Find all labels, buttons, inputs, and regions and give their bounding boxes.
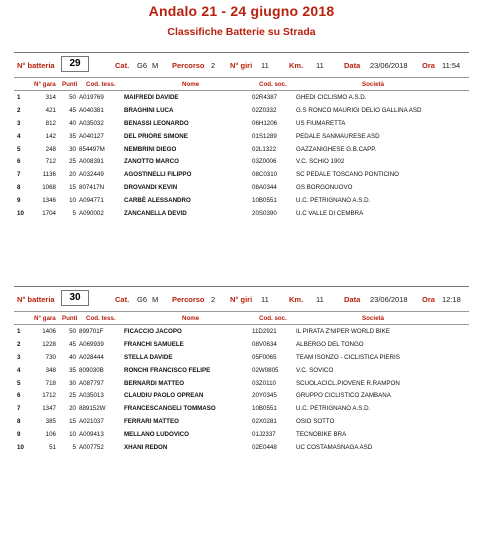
row-position: 7 (17, 171, 21, 179)
row-team-name: G.S RONCO MAURIGI DELIO GALLINA ASD (296, 106, 422, 114)
col-gara: N° gara (34, 315, 56, 322)
row-position: 1 (17, 94, 21, 101)
row-points: 35 (69, 132, 76, 140)
table-row (14, 415, 469, 428)
col-nome: Nome (182, 81, 200, 88)
col-punti: Punti (62, 81, 78, 88)
row-rider-name: FERRARI MATTEO (124, 418, 179, 426)
table-row (14, 351, 469, 364)
row-team-code: 08C0310 (252, 171, 278, 179)
giri-label: N° giri (230, 295, 253, 304)
col-cod-tess: Cod. tess. (86, 81, 116, 88)
row-rider-name: DEL PRIORE SIMONE (124, 132, 188, 140)
row-team-name: OSIO SOTTO (296, 418, 335, 426)
row-team-name: GAZZANIGHESE G.B.CAPP. (296, 145, 377, 153)
row-license-code: A019769 (79, 94, 104, 101)
row-license-code: A040381 (79, 106, 104, 114)
percorso-value: 2 (211, 295, 216, 304)
row-team-code: 01J2337 (252, 431, 276, 439)
data-label: Data (344, 295, 361, 304)
col-societa: Società (362, 81, 385, 88)
row-race-number: 1068 (42, 184, 56, 192)
row-race-number: 314 (45, 94, 56, 101)
row-license-code: A008391 (79, 158, 104, 166)
row-license-code: A021037 (79, 418, 104, 426)
row-rider-name: STELLA DAVIDE (124, 353, 173, 361)
row-points: 25 (69, 392, 76, 400)
row-points: 15 (69, 184, 76, 192)
row-race-number: 248 (45, 145, 56, 153)
row-team-code: 06H1206 (252, 119, 278, 127)
row-points: 5 (72, 210, 76, 218)
row-rider-name: FRANCHI SAMUELE (124, 340, 184, 348)
row-team-code: 20Y0345 (252, 392, 277, 400)
batteria-label: N° batteria (17, 295, 55, 304)
table-row (14, 402, 469, 415)
row-position: 2 (17, 340, 21, 348)
row-rider-name: RONCHI FRANCISCO FELIPE (124, 366, 211, 374)
row-points: 15 (69, 418, 76, 426)
km-value: 11 (316, 295, 324, 304)
row-team-code: 02W0805 (252, 366, 279, 374)
col-cod-tess: Cod. tess. (86, 315, 116, 322)
row-rider-name: BRAGHINI LUCA (124, 106, 174, 114)
giri-value: 11 (261, 61, 269, 70)
row-team-code: 02Z0332 (252, 106, 277, 114)
table-row (14, 130, 469, 143)
table-row (14, 117, 469, 130)
row-team-name: U.C. PETRIGNANO A.S.D. (296, 197, 371, 205)
row-race-number: 812 (45, 119, 56, 127)
row-race-number: 1406 (42, 328, 56, 335)
row-position: 9 (17, 431, 21, 439)
col-gara: N° gara (34, 81, 56, 88)
row-team-name: ALBERGO DEL TONGO (296, 340, 364, 348)
row-rider-name: BENASSI LEONARDO (124, 119, 189, 127)
row-position: 4 (17, 132, 21, 140)
row-license-code: 854497M (79, 145, 105, 153)
row-team-name: US FIUMARETTA (296, 119, 346, 127)
data-value: 23/06/2018 (370, 61, 408, 70)
batteria-info-bar (14, 287, 469, 311)
column-header-row (14, 77, 469, 91)
table-row (14, 194, 469, 207)
row-team-code: 05F0065 (252, 353, 277, 361)
row-points: 45 (69, 106, 76, 114)
row-license-code: 889152W (79, 405, 106, 413)
batteria-info-bar (14, 53, 469, 77)
batteria-block-29 (14, 52, 469, 220)
row-position: 6 (17, 392, 21, 400)
row-team-code: 02X0281 (252, 418, 277, 426)
row-race-number: 51 (49, 444, 56, 452)
row-rider-name: FICACCIO JACOPO (124, 328, 182, 335)
cat-label: Cat. (115, 295, 130, 304)
row-license-code: A069939 (79, 340, 104, 348)
results-list (14, 325, 469, 454)
row-points: 30 (69, 145, 76, 153)
row-team-name: TEAM ISONZO - CICLISTICA PIERIS (296, 353, 400, 361)
row-race-number: 142 (45, 132, 56, 140)
percorso-label: Percorso (172, 295, 205, 304)
row-team-name: SCUOLACICL.PIOVENE R.RAMPON (296, 379, 400, 387)
row-team-name: IL PIRATA Z'NIPER WORLD BIKE (296, 328, 390, 335)
row-license-code: A090002 (79, 210, 104, 218)
row-rider-name: BERNARDI MATTEO (124, 379, 185, 387)
row-rider-name: MELLANO LUDOVICO (124, 431, 189, 439)
row-team-code: 02R4387 (252, 94, 278, 101)
row-race-number: 106 (45, 431, 56, 439)
percorso-value: 2 (211, 61, 216, 70)
row-team-name: U.C. PETRIGNANO A.S.D. (296, 405, 371, 413)
row-rider-name: FRANCESCANGELI TOMMASO (124, 405, 216, 413)
km-value: 11 (316, 61, 324, 70)
row-license-code: A032449 (79, 171, 104, 179)
row-position: 10 (17, 210, 24, 218)
row-points: 30 (69, 379, 76, 387)
row-race-number: 1346 (42, 197, 56, 205)
row-license-code: 899701F (79, 328, 104, 335)
table-row (14, 104, 469, 117)
row-points: 50 (69, 94, 76, 101)
row-points: 5 (72, 444, 76, 452)
row-race-number: 1712 (42, 392, 56, 400)
row-team-code: 01S1289 (252, 132, 277, 140)
row-license-code: A007752 (79, 444, 104, 452)
col-cod-soc: Cod. soc. (259, 315, 287, 322)
row-license-code: A035013 (79, 392, 104, 400)
cat-code: G6 (137, 61, 148, 70)
row-license-code: A040127 (79, 132, 104, 140)
row-team-name: V.C. SCHIO 1902 (296, 158, 345, 166)
row-race-number: 385 (45, 418, 56, 426)
row-position: 3 (17, 119, 21, 127)
row-points: 10 (69, 431, 76, 439)
row-team-code: 03Z0006 (252, 158, 277, 166)
row-team-code: 02L1322 (252, 145, 277, 153)
ora-label: Ora (422, 295, 435, 304)
row-rider-name: NEMBRINI DIEGO (124, 145, 177, 153)
row-team-name: U.C VALLE DI CEMBRA (296, 210, 364, 218)
row-license-code: A087797 (79, 379, 104, 387)
row-team-name: UC COSTAMASNAGA ASD (296, 444, 373, 452)
table-row (14, 325, 469, 338)
row-team-name: PEDALE SANMAURESE ASD (296, 132, 380, 140)
row-rider-name: MAIFREDI DAVIDE (124, 94, 179, 101)
batteria-number: 30 (61, 290, 89, 306)
row-license-code: 809030B (79, 366, 104, 374)
row-team-code: 03Z0110 (252, 379, 276, 387)
row-team-code: 11D2921 (252, 328, 277, 335)
batteria-block-30 (14, 286, 469, 454)
row-points: 10 (69, 197, 76, 205)
col-nome: Nome (182, 315, 200, 322)
row-points: 50 (69, 328, 76, 335)
row-team-code: 02E0448 (252, 444, 277, 452)
row-position: 8 (17, 184, 21, 192)
row-team-name: SC PEDALE TOSCANO PONTICINO (296, 171, 399, 179)
row-points: 45 (69, 340, 76, 348)
cat-label: Cat. (115, 61, 130, 70)
km-label: Km. (289, 61, 304, 70)
table-row (14, 389, 469, 402)
row-position: 6 (17, 158, 21, 166)
table-row (14, 155, 469, 168)
batteria-number: 29 (61, 56, 89, 72)
ora-value: 11:54 (442, 61, 461, 70)
row-team-name: GS BORGONUOVO (296, 184, 353, 192)
row-license-code: A035032 (79, 119, 104, 127)
table-row (14, 143, 469, 156)
row-position: 1 (17, 328, 21, 335)
table-row (14, 181, 469, 194)
row-points: 35 (69, 366, 76, 374)
row-rider-name: AGOSTINELLI FILIPPO (124, 171, 192, 179)
row-race-number: 1228 (42, 340, 56, 348)
row-rider-name: ZANCANELLA DEVID (124, 210, 187, 218)
row-team-name: GRUPPO CICLISTICO ZAMBANA (296, 392, 391, 400)
row-position: 5 (17, 379, 21, 387)
row-points: 40 (69, 353, 76, 361)
ora-value: 12:18 (442, 295, 461, 304)
row-license-code: 807417N (79, 184, 105, 192)
cat-sex: M (152, 61, 159, 70)
row-race-number: 421 (45, 106, 56, 114)
row-team-code: 10B0551 (252, 405, 277, 413)
row-license-code: A028444 (79, 353, 104, 361)
row-race-number: 348 (45, 366, 56, 374)
row-license-code: A094771 (79, 197, 104, 205)
row-race-number: 712 (45, 158, 56, 166)
table-row (14, 441, 469, 454)
row-position: 4 (17, 366, 21, 374)
row-team-name: GHEDI CICLISMO A.S.D. (296, 94, 367, 101)
table-row (14, 338, 469, 351)
table-row (14, 91, 469, 104)
table-row (14, 377, 469, 390)
row-race-number: 1347 (42, 405, 56, 413)
row-points: 40 (69, 119, 76, 127)
row-rider-name: CLAUDIU PAOLO OPREAN (124, 392, 204, 400)
row-race-number: 718 (45, 379, 56, 387)
giri-value: 11 (261, 295, 269, 304)
batteria-label: N° batteria (17, 61, 55, 70)
row-team-name: V.C. SOVICO (296, 366, 334, 374)
cat-code: G6 (137, 295, 148, 304)
row-points: 20 (69, 405, 76, 413)
ora-label: Ora (422, 61, 435, 70)
row-points: 20 (69, 171, 76, 179)
data-value: 23/06/2018 (370, 295, 408, 304)
table-row (14, 168, 469, 181)
percorso-label: Percorso (172, 61, 205, 70)
row-rider-name: XHANI REDON (124, 444, 168, 452)
row-position: 9 (17, 197, 21, 205)
row-position: 7 (17, 405, 21, 413)
table-row (14, 207, 469, 220)
row-position: 2 (17, 106, 21, 114)
table-row (14, 428, 469, 441)
row-position: 5 (17, 145, 21, 153)
row-team-code: 10B0551 (252, 197, 277, 205)
col-societa: Società (362, 315, 385, 322)
row-points: 25 (69, 158, 76, 166)
row-license-code: A009413 (79, 431, 104, 439)
row-team-code: 20S0390 (252, 210, 277, 218)
row-race-number: 1704 (42, 210, 56, 218)
results-list (14, 91, 469, 220)
row-rider-name: DROVANDI KEVIN (124, 184, 178, 192)
page-subtitle: Classifiche Batterie su Strada (167, 26, 316, 38)
col-punti: Punti (62, 315, 78, 322)
giri-label: N° giri (230, 61, 253, 70)
row-team-code: 08V0634 (252, 340, 277, 348)
table-row (14, 364, 469, 377)
km-label: Km. (289, 295, 304, 304)
row-position: 8 (17, 418, 21, 426)
data-label: Data (344, 61, 361, 70)
cat-sex: M (152, 295, 159, 304)
column-header-row (14, 311, 469, 325)
event-title: Andalo 21 - 24 giugno 2018 (148, 3, 335, 19)
row-race-number: 1136 (42, 171, 56, 179)
row-race-number: 730 (45, 353, 56, 361)
row-team-name: TECNOBIKE BRA (296, 431, 347, 439)
row-position: 3 (17, 353, 21, 361)
row-rider-name: CARBÈ ALESSANDRO (124, 197, 191, 205)
row-rider-name: ZANOTTO MARCO (124, 158, 179, 166)
row-position: 10 (17, 444, 24, 452)
col-cod-soc: Cod. soc. (259, 81, 287, 88)
row-team-code: 08A0344 (252, 184, 277, 192)
